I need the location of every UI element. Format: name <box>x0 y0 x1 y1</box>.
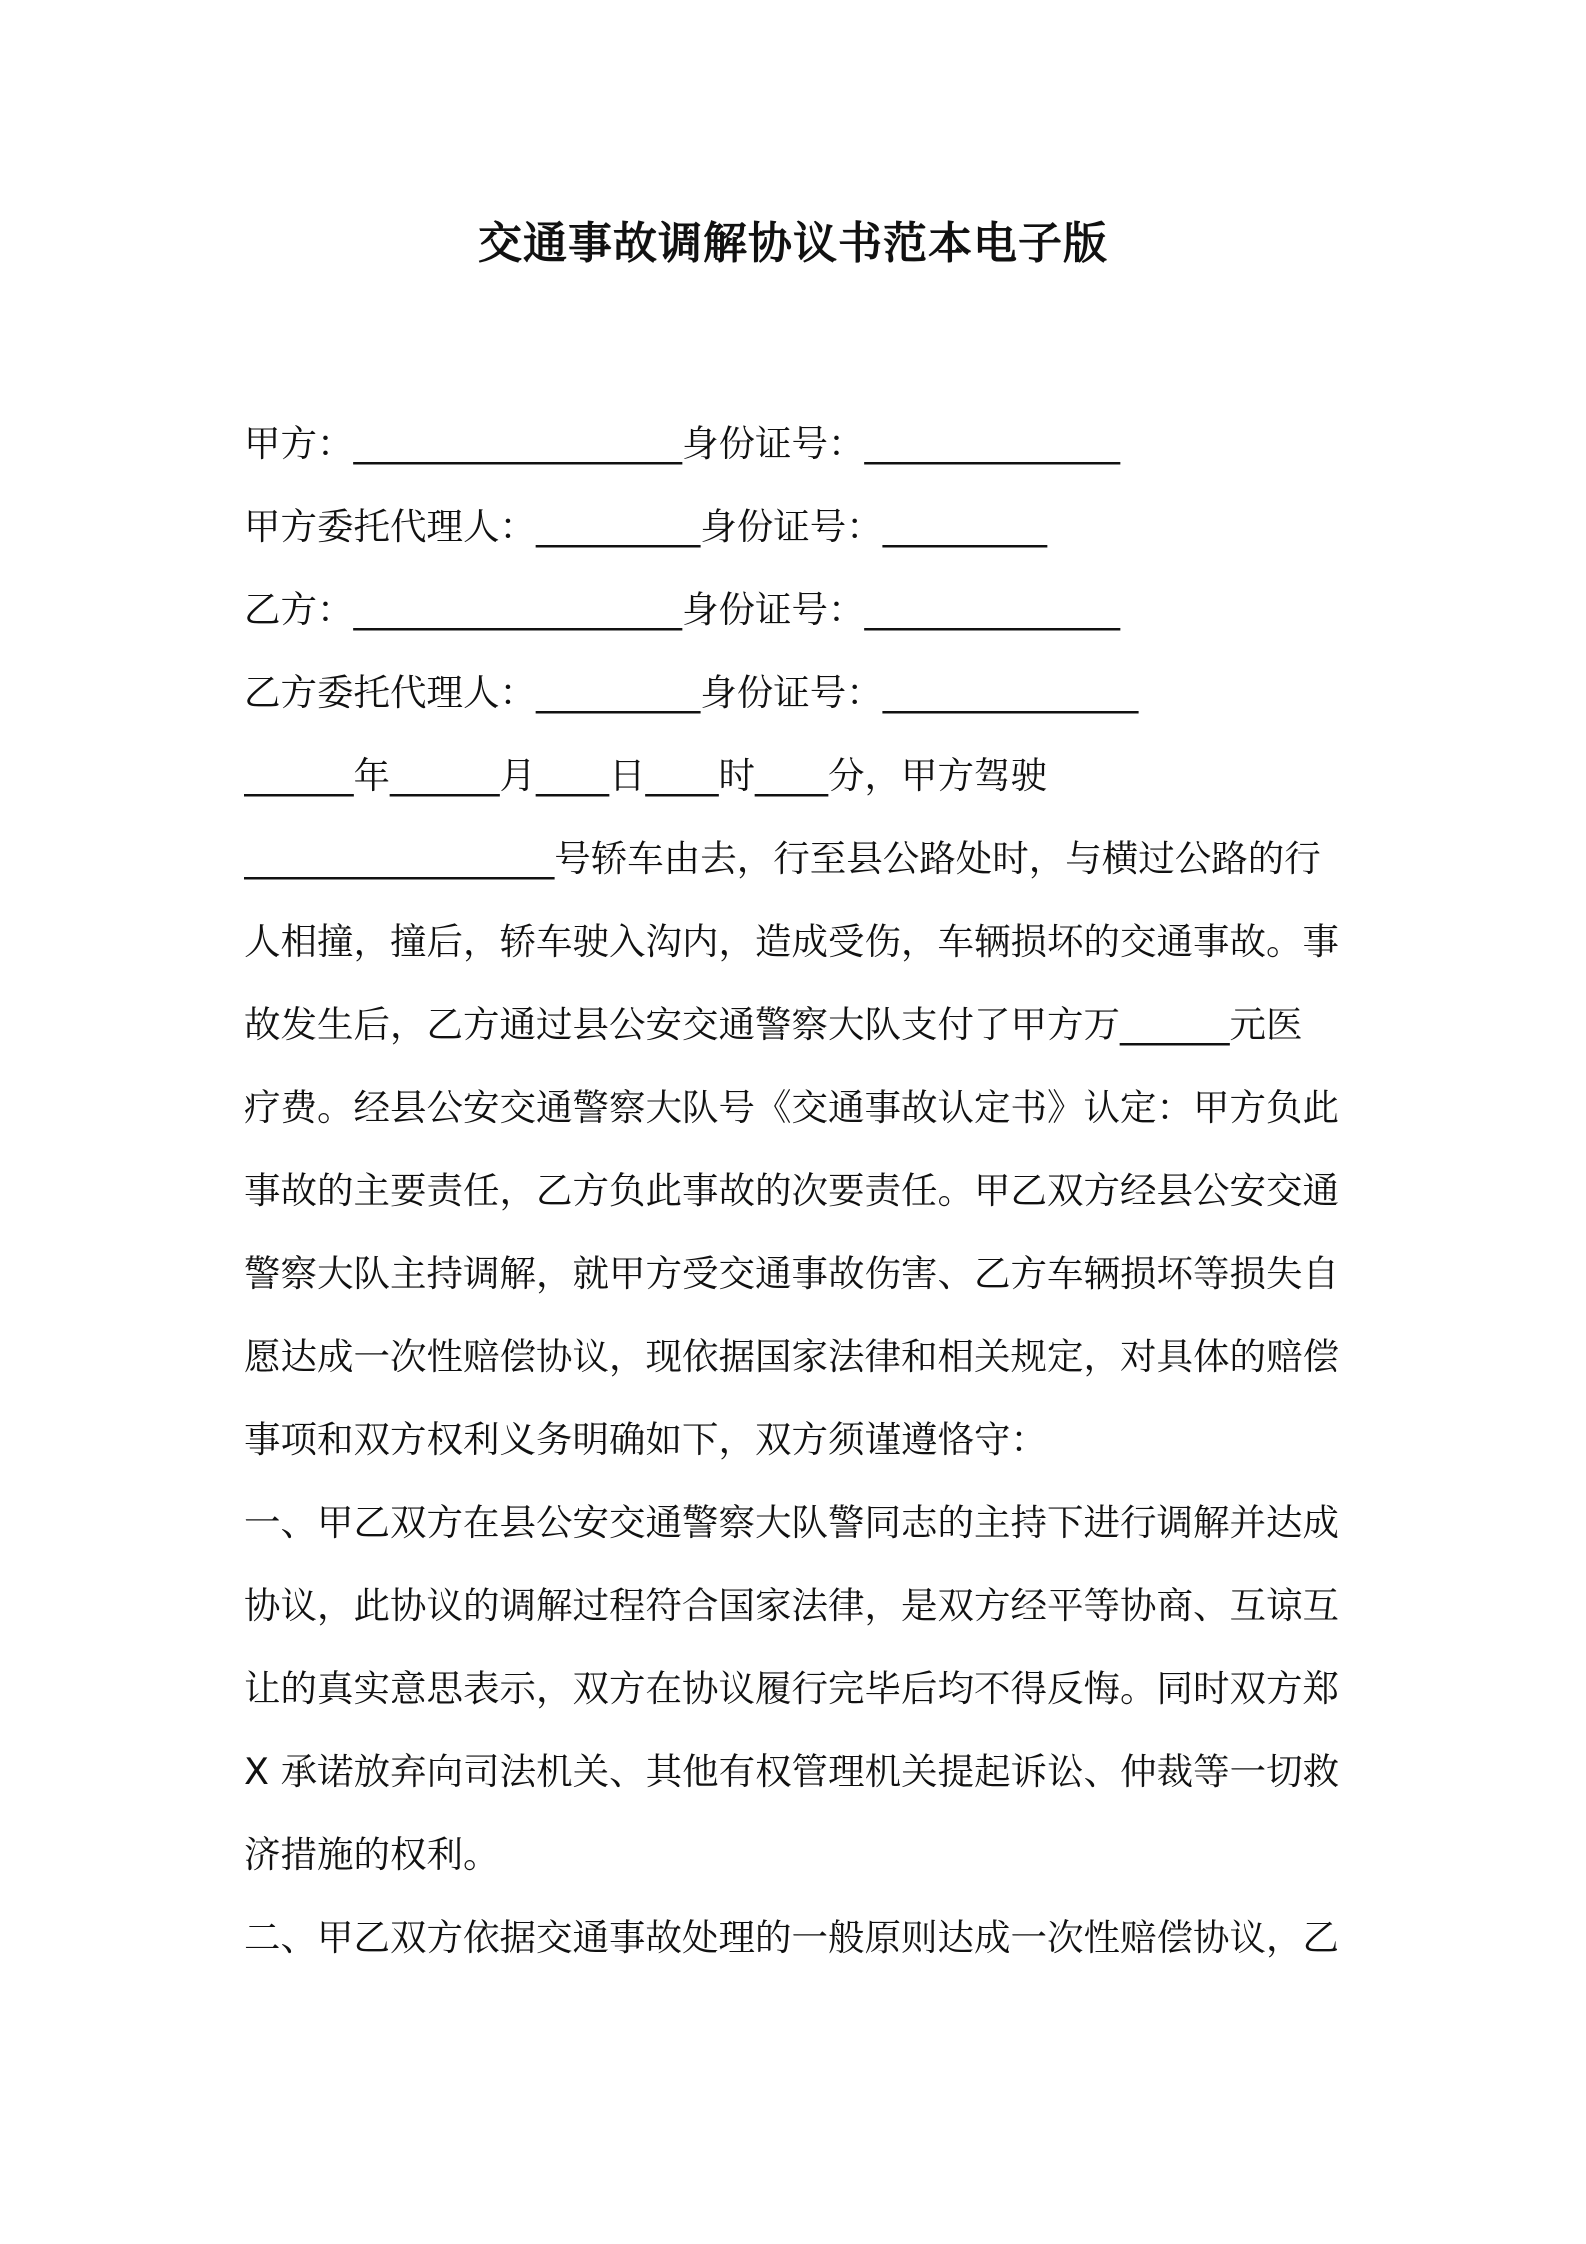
body-line: 让的真实意思表示，双方在协议履行完毕后均不得反悔。同时双方郑 <box>244 1667 1339 1710</box>
body-line: 事故的主要责任，乙方负此事故的次要责任。甲乙双方经县公安交通 <box>244 1169 1339 1212</box>
body-line: 疗费。经县公安交通警察大队号《交通事故认定书》认定：甲方负此 <box>244 1086 1339 1129</box>
body-line: 故发生后，乙方通过县公安交通警察大队支付了甲方万______元医 <box>244 1003 1303 1046</box>
clause-two-line: 二、甲乙双方依据交通事故处理的一般原则达成一次性赔偿协议，乙 <box>244 1916 1339 1959</box>
party-a-agent-line: 甲方委托代理人：_________身份证号：_________ <box>244 505 1047 548</box>
document-title: 交通事故调解协议书范本电子版 <box>478 218 1108 269</box>
body-line: 协议，此协议的调解过程符合国家法律，是双方经平等协商、互谅互 <box>244 1584 1339 1627</box>
body-line: 事项和双方权利义务明确如下，双方须谨遵恪守： <box>244 1418 1047 1461</box>
body-line: 愿达成一次性赔偿协议，现依据国家法律和相关规定，对具体的赔偿 <box>244 1335 1339 1378</box>
clause-one-line: 一、甲乙双方在县公安交通警察大队警同志的主持下进行调解并达成 <box>244 1501 1339 1544</box>
document-body <box>244 414 1356 1991</box>
body-line: 人相撞，撞后，轿车驶入沟内，造成受伤，车辆损坏的交通事故。事 <box>244 920 1339 963</box>
body-line: X 承诺放弃向司法机关、其他有权管理机关提起诉讼、仲裁等一切救 <box>244 1750 1340 1793</box>
body-line: ______年______月____日____时____分，甲方驾驶 <box>244 754 1047 797</box>
party-b-line: 乙方：__________________身份证号：______________ <box>244 588 1120 631</box>
body-line: _________________号轿车由去，行至县公路处时，与横过公路的行 <box>244 837 1321 880</box>
party-a-line: 甲方：__________________身份证号：______________ <box>244 422 1120 465</box>
body-line: 警察大队主持调解，就甲方受交通事故伤害、乙方车辆损坏等损失自 <box>244 1252 1339 1295</box>
party-b-agent-line: 乙方委托代理人：_________身份证号：______________ <box>244 671 1139 714</box>
body-line: 济措施的权利。 <box>244 1833 500 1876</box>
